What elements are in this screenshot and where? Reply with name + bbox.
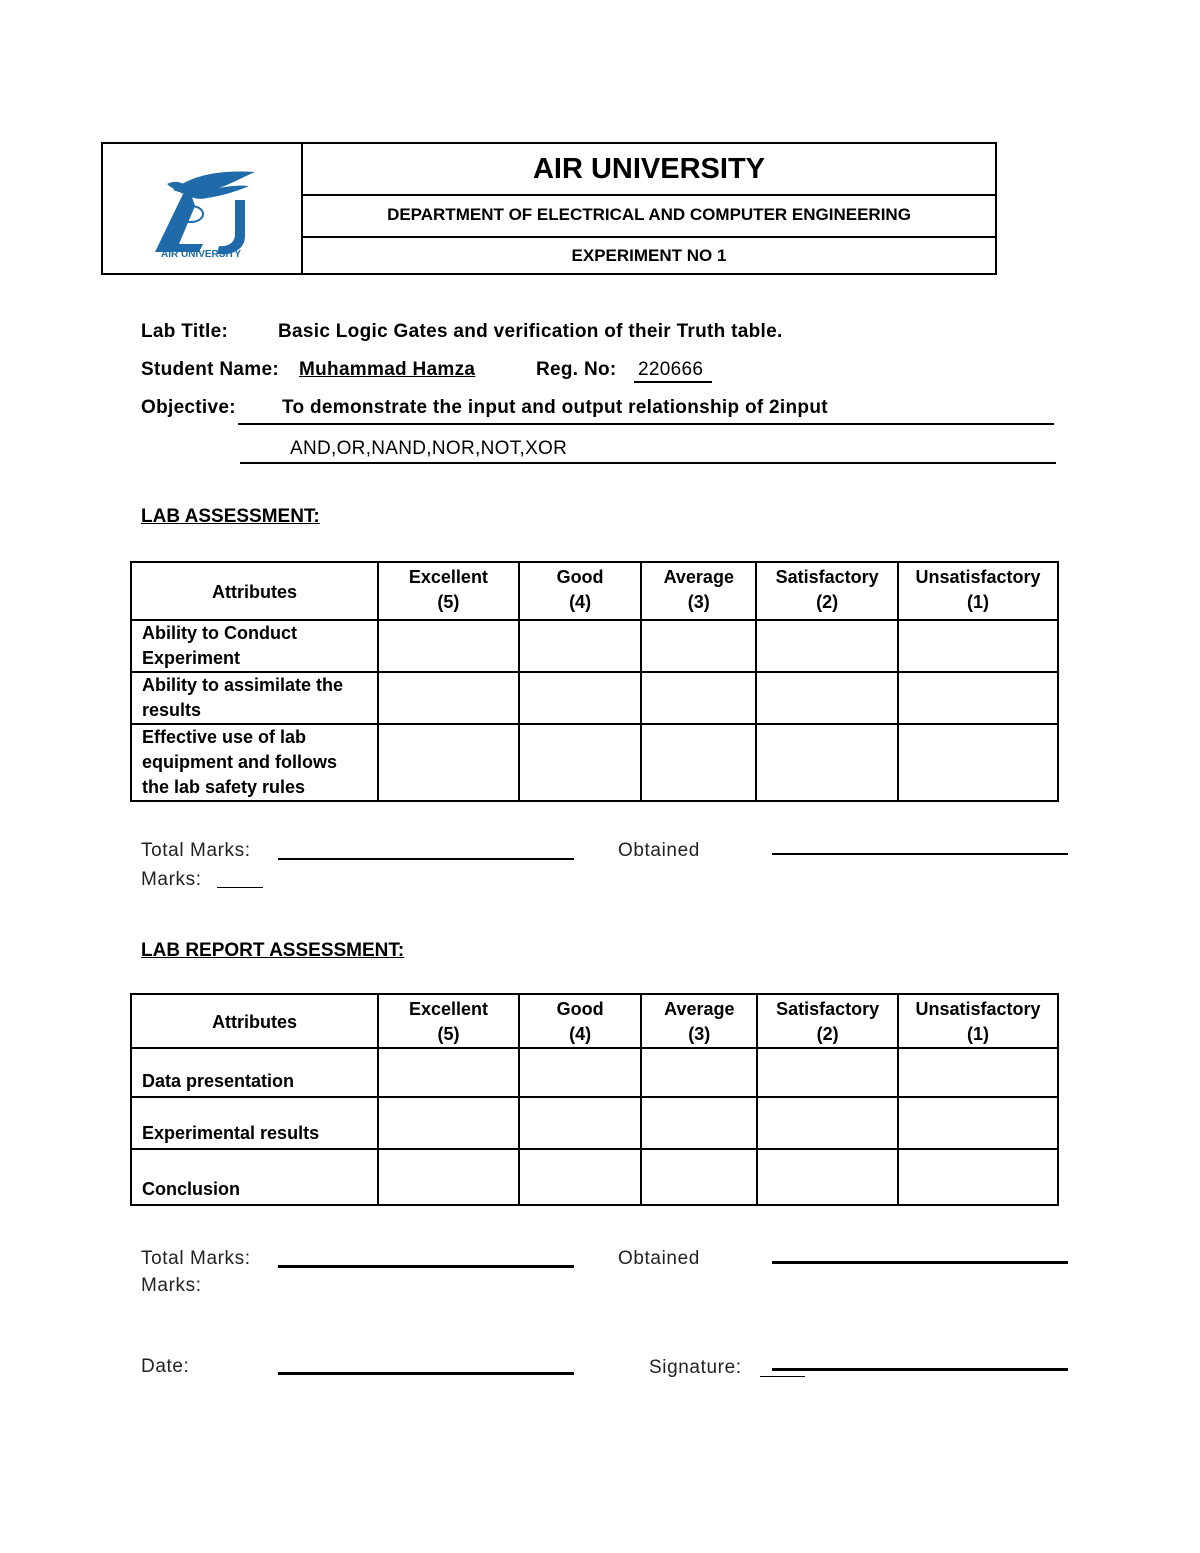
objective-label: Objective: [141, 397, 236, 418]
score-cell[interactable] [756, 724, 898, 801]
satisfactory-header: Satisfactory (2) [756, 562, 898, 620]
table-row [131, 1097, 1058, 1149]
score-cell[interactable] [378, 1048, 519, 1097]
report-marks-label: Marks: [141, 1275, 202, 1296]
score-cell[interactable] [519, 672, 642, 724]
lab-assessment-title: LAB ASSESSMENT: [141, 506, 320, 527]
score-cell[interactable] [756, 672, 898, 724]
table-row [131, 1149, 1058, 1205]
score-cell[interactable] [519, 1149, 642, 1205]
row-label: Conclusion [131, 1149, 378, 1205]
total-marks-label: Total Marks: [141, 840, 251, 861]
unsatisfactory-header: Unsatisfactory (1) [898, 994, 1058, 1048]
score-cell[interactable] [898, 1097, 1058, 1149]
score-cell[interactable] [641, 1149, 757, 1205]
excellent-header: Excellent (5) [378, 994, 519, 1048]
objective-underline-2 [240, 462, 1056, 464]
score-cell[interactable] [898, 1149, 1058, 1205]
objective-line-1: To demonstrate the input and output relationship of 2input [282, 397, 828, 418]
title-cells [303, 144, 995, 273]
objective-underline-1 [238, 423, 1054, 425]
score-cell[interactable] [378, 1149, 519, 1205]
good-header: Good (4) [519, 562, 642, 620]
unsatisfactory-header: Unsatisfactory (1) [898, 562, 1058, 620]
marks-short-line [217, 887, 263, 888]
average-header: Average (3) [641, 994, 757, 1048]
score-cell[interactable] [898, 1048, 1058, 1097]
total-marks-line[interactable] [278, 858, 574, 860]
score-cell[interactable] [519, 620, 642, 672]
department-name: DEPARTMENT OF ELECTRICAL AND COMPUTER ENGINEERING [303, 194, 995, 238]
score-cell[interactable] [757, 1048, 898, 1097]
table-row [131, 620, 1058, 672]
date-label: Date: [141, 1356, 190, 1377]
excellent-header: Excellent (5) [378, 562, 519, 620]
table-header-row [131, 562, 1058, 620]
score-cell[interactable] [378, 672, 519, 724]
reg-no-underline [634, 381, 712, 383]
score-cell[interactable] [378, 1097, 519, 1149]
row-label: Ability to assimilate the results [131, 672, 378, 724]
student-name-label: Student Name: [141, 359, 279, 380]
score-cell[interactable] [378, 620, 519, 672]
signature-label: Signature: [649, 1357, 742, 1378]
marks-label: Marks: [141, 869, 202, 890]
score-cell[interactable] [641, 672, 756, 724]
date-line[interactable] [278, 1372, 574, 1375]
score-cell[interactable] [641, 1097, 757, 1149]
score-cell[interactable] [641, 620, 756, 672]
score-cell[interactable] [757, 1149, 898, 1205]
table-header-row [131, 994, 1058, 1048]
reg-no-value: 220666 [638, 359, 704, 380]
score-cell[interactable] [898, 724, 1058, 801]
average-header: Average (3) [641, 562, 756, 620]
report-assessment-title: LAB REPORT ASSESSMENT: [141, 940, 405, 961]
score-cell[interactable] [898, 620, 1058, 672]
objective-line-2: AND,OR,NAND,NOR,NOT,XOR [290, 438, 568, 459]
good-header: Good (4) [519, 994, 642, 1048]
header-box [101, 142, 997, 275]
university-name: AIR UNIVERSITY [303, 144, 995, 196]
score-cell[interactable] [519, 1097, 642, 1149]
row-label: Effective use of lab equipment and follows the lab safety rules [131, 724, 378, 801]
air-university-logo [103, 144, 303, 273]
attributes-header: Attributes [131, 994, 378, 1048]
signature-line[interactable] [772, 1368, 1068, 1371]
signature-short-line [760, 1376, 805, 1377]
score-cell[interactable] [519, 1048, 642, 1097]
report-assessment-table [130, 993, 1059, 1206]
report-total-marks-line[interactable] [278, 1265, 574, 1268]
lab-title-label: Lab Title: [141, 321, 229, 342]
student-name-value: Muhammad Hamza [299, 359, 476, 380]
score-cell[interactable] [756, 620, 898, 672]
score-cell[interactable] [757, 1097, 898, 1149]
report-obtained-marks-line[interactable] [772, 1261, 1068, 1264]
logo-cell [103, 144, 303, 273]
report-total-marks-label: Total Marks: [141, 1248, 251, 1269]
lab-assessment-table [130, 561, 1059, 802]
row-label: Experimental results [131, 1097, 378, 1149]
lab-title-value: Basic Logic Gates and verification of their Truth table. [278, 321, 783, 342]
report-obtained-label: Obtained [618, 1248, 700, 1269]
score-cell[interactable] [641, 724, 756, 801]
score-cell[interactable] [378, 724, 519, 801]
experiment-number: EXPERIMENT NO 1 [571, 245, 727, 265]
table-row [131, 724, 1058, 801]
score-cell[interactable] [898, 672, 1058, 724]
score-cell[interactable] [519, 724, 642, 801]
logo-text: AIR UNIVERSITY [160, 249, 242, 260]
table-row [131, 1048, 1058, 1097]
attributes-header: Attributes [131, 562, 378, 620]
reg-no-label: Reg. No: [536, 359, 617, 380]
row-label: Data presentation [131, 1048, 378, 1097]
score-cell[interactable] [641, 1048, 757, 1097]
row-label: Ability to Conduct Experiment [131, 620, 378, 672]
satisfactory-header: Satisfactory (2) [757, 994, 898, 1048]
obtained-marks-line[interactable] [772, 853, 1068, 855]
obtained-label: Obtained [618, 840, 700, 861]
table-row [131, 672, 1058, 724]
